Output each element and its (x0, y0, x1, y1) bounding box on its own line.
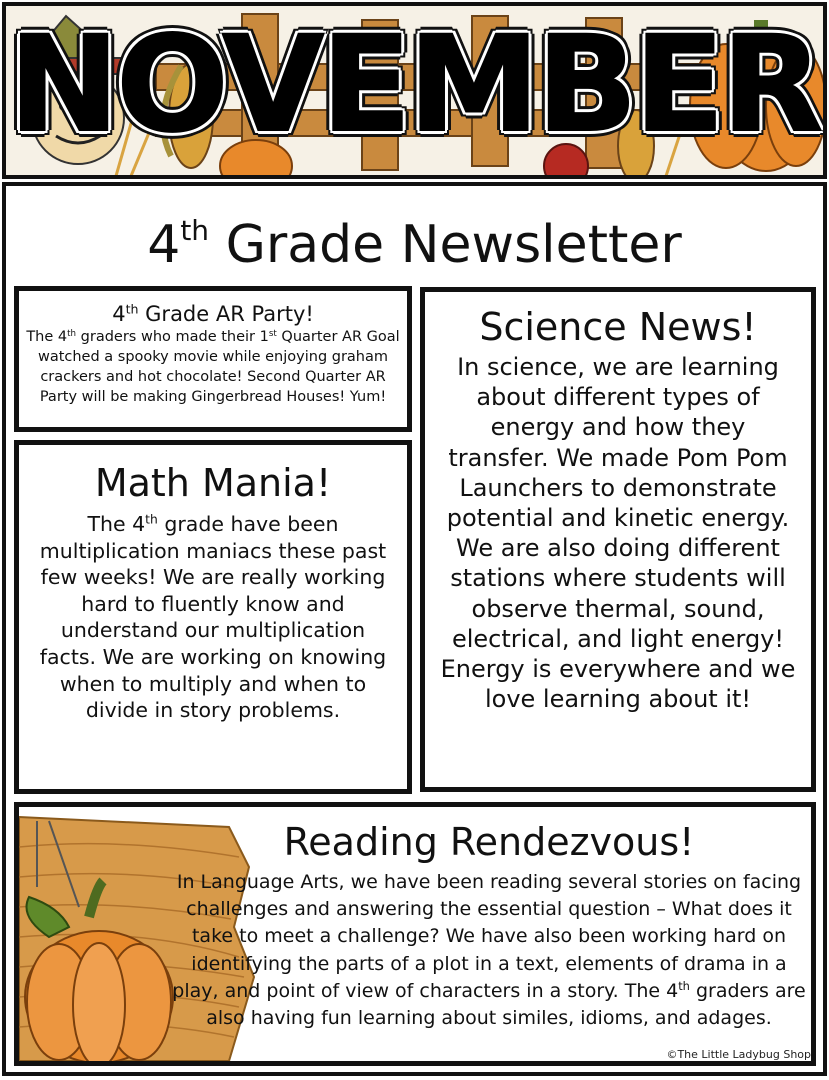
ar-party-box (14, 286, 412, 432)
math-text: The 4th grade have been multiplication maniacs these past few weeks! We are really working hard to fluently know and understand our multiplication facts. We are working on knowing when to multiply and when to divide in story problems. (39, 512, 387, 723)
science-text: In science, we are learning about different types of energy and how they transfer. We made Pom Pom Launchers to demonstrate potential and kinetic energy. We are also doing different stations where students will observe thermal, sound, electrical, and light energy! Energy is everywhere and we love learning about it! (440, 353, 796, 714)
banner-title: NOVEMBER (8, 8, 821, 162)
math-box (14, 440, 412, 794)
header-banner (2, 2, 827, 179)
science-box (420, 287, 816, 792)
copyright-text: ©The Little Ladybug Shop (666, 1048, 811, 1061)
reading-box (14, 802, 816, 1066)
reading-heading: Reading Rendezvous! (283, 820, 695, 864)
newsletter-title: 4th Grade Newsletter (147, 214, 682, 275)
reading-text: In Language Arts, we have been reading several stories on facing challenges and answering the essential question – What does it take to meet a challenge? We have also been working hard on identifying the parts of a plot in a text, elements of drama in a play, and point of view of characters in a story. The 4th graders are also having fun learning about similes, idioms, and adages. (172, 871, 806, 1030)
science-heading: Science News! (479, 305, 757, 349)
math-heading: Math Mania! (94, 461, 332, 505)
ar-party-heading: 4th Grade AR Party! (112, 301, 314, 326)
ar-party-text: The 4th graders who made their 1st Quarter AR Goal watched a spooky movie while enjoying graham crackers and hot chocolate! Second Quarter AR Party will be making Gingerbread Houses! Yum! (26, 328, 400, 405)
